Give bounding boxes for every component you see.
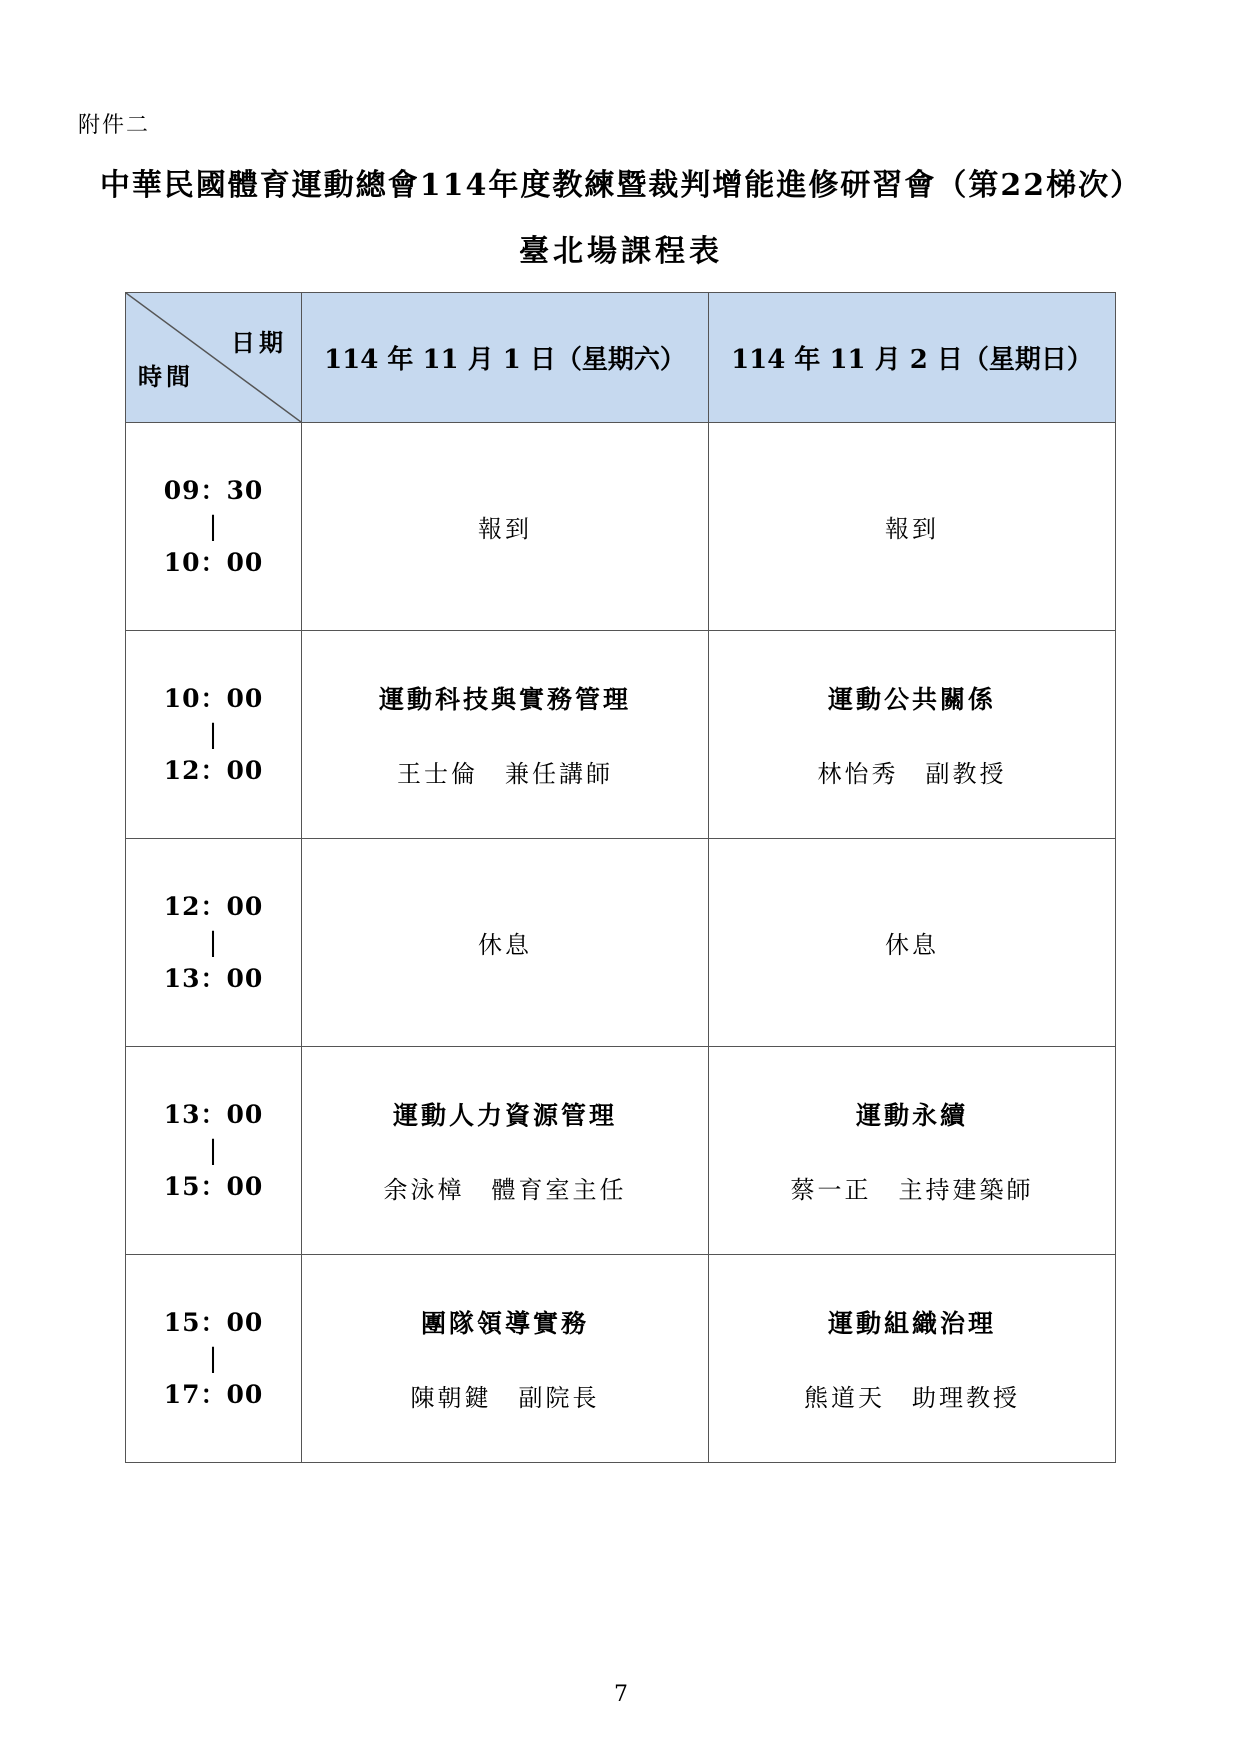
lecturer-name: 陳朝鍵 副院長: [410, 1384, 600, 1412]
course-title: 運動永續: [855, 1101, 968, 1130]
session-cell: [709, 423, 1116, 631]
document-title: 中華民國體育運動總會114年度教練暨裁判增能進修研習會（第22梯次）: [99, 168, 1143, 203]
time-cell: [126, 1047, 302, 1255]
table-row: [126, 423, 1116, 631]
time-separator: |: [208, 719, 219, 750]
lecturer-name: 王士倫 兼任講師: [397, 760, 613, 788]
time-end: 13：00: [163, 963, 264, 993]
time-separator: |: [208, 1343, 219, 1374]
session-cell: [709, 1047, 1116, 1255]
table-header-row: [126, 293, 1116, 423]
attachment-label: 附件二: [78, 113, 151, 138]
table-row: [126, 839, 1116, 1047]
course-title: 運動組織治理: [827, 1309, 996, 1338]
time-separator: |: [208, 511, 219, 542]
session-cell: [302, 1047, 709, 1255]
day-header-2: 114 年 11 月 2 日（星期日）: [709, 293, 1116, 423]
table-row: [126, 1255, 1116, 1463]
time-end: 10：00: [163, 547, 264, 577]
corner-header-cell: [126, 293, 302, 423]
time-separator: |: [208, 1135, 219, 1166]
schedule-table: [125, 292, 1116, 1463]
time-end: 15：00: [163, 1171, 264, 1201]
document-subtitle: 臺北場課程表: [519, 234, 723, 269]
page-number: 7: [614, 1682, 628, 1707]
time-end: 12：00: [163, 755, 264, 785]
time-start: 12：00: [163, 891, 264, 921]
session-label: 報到: [478, 515, 532, 543]
time-start: 10：00: [163, 683, 264, 713]
course-title: 運動公共關係: [827, 685, 996, 714]
session-cell: [302, 1255, 709, 1463]
lecturer-name: 蔡一正 主持建築師: [790, 1176, 1034, 1204]
lecturer-name: 熊道天 助理教授: [804, 1384, 1020, 1412]
session-cell: [709, 839, 1116, 1047]
time-separator: |: [208, 927, 219, 958]
session-label: 休息: [478, 931, 532, 959]
time-end: 17：00: [163, 1379, 264, 1409]
session-cell: [302, 423, 709, 631]
course-title: 團隊領導實務: [420, 1309, 589, 1338]
table-row: [126, 1047, 1116, 1255]
course-title: 運動人力資源管理: [392, 1101, 617, 1130]
day-header-1: 114 年 11 月 1 日（星期六）: [302, 293, 709, 423]
lecturer-name: 林怡秀 副教授: [817, 760, 1007, 788]
corner-label-date: 日期: [231, 328, 287, 357]
session-label: 報到: [885, 515, 939, 543]
time-cell: [126, 1255, 302, 1463]
session-cell: [302, 839, 709, 1047]
session-cell: [302, 631, 709, 839]
time-start: 09：30: [163, 475, 264, 505]
time-cell: [126, 423, 302, 631]
session-label: 休息: [885, 931, 939, 959]
time-cell: [126, 839, 302, 1047]
time-cell: [126, 631, 302, 839]
corner-label-time: 時間: [138, 362, 194, 391]
table-row: [126, 631, 1116, 839]
time-start: 15：00: [163, 1307, 264, 1337]
session-cell: [709, 631, 1116, 839]
time-start: 13：00: [163, 1099, 264, 1129]
session-cell: [709, 1255, 1116, 1463]
course-title: 運動科技與實務管理: [378, 685, 631, 714]
lecturer-name: 余泳樟 體育室主任: [383, 1176, 627, 1204]
